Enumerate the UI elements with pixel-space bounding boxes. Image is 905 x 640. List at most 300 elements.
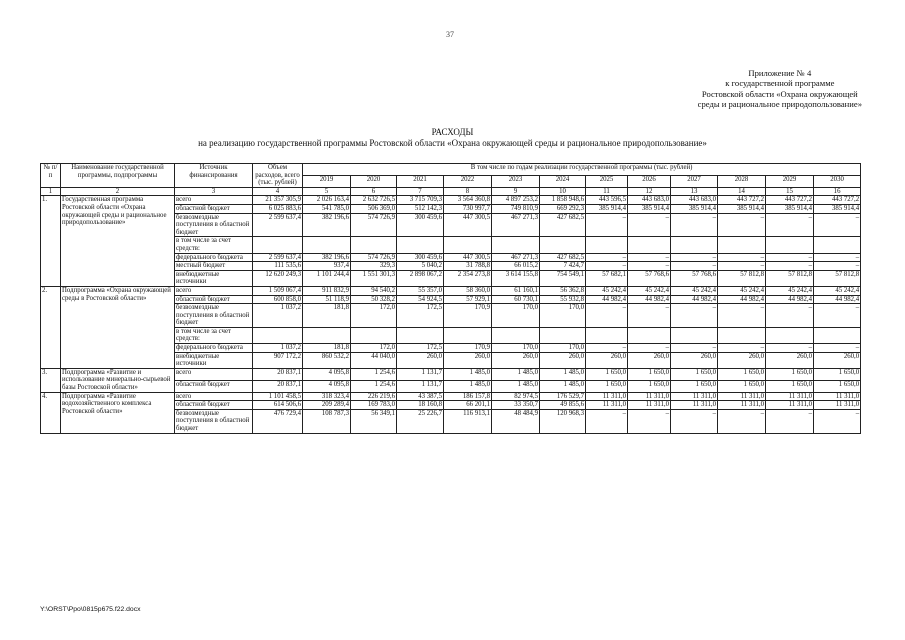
year-value-cell: 108 787,3 (303, 409, 351, 433)
year-value-cell: 260,0 (492, 352, 540, 368)
year-value-cell: – (766, 253, 814, 262)
year-value-cell: 44 982,4 (586, 295, 628, 304)
year-value-cell: 82 974,5 (492, 392, 540, 401)
year-value-cell: 574 726,9 (351, 213, 397, 237)
funding-source: всего (175, 368, 253, 380)
title-heading: РАСХОДЫ (431, 127, 474, 137)
total-value-cell: 1 037,2 (253, 304, 303, 328)
year-value-cell: 937,4 (303, 262, 351, 271)
year-value-cell: 170,0 (540, 344, 586, 353)
year-value-cell: 45 242,4 (586, 286, 628, 295)
year-value-cell: 45 242,4 (671, 286, 718, 295)
row-number: 3. (41, 368, 61, 392)
total-value-cell: 20 837,1 (253, 368, 303, 380)
year-value-cell: 1 131,7 (397, 380, 444, 392)
year-value-cell: 1 650,0 (586, 368, 628, 380)
year-value-cell: 169 783,0 (351, 401, 397, 410)
total-value-cell (253, 327, 303, 343)
year-value-cell: 385 914,4 (718, 204, 766, 213)
year-value-cell: 669 292,3 (540, 204, 586, 213)
year-value-cell (397, 237, 444, 253)
funding-source: всего (175, 286, 253, 295)
year-value-cell: 176 529,7 (540, 392, 586, 401)
year-value-cell: 172,5 (397, 344, 444, 353)
year-value-cell: 467 271,3 (492, 253, 540, 262)
year-value-cell: 11 311,0 (671, 392, 718, 401)
year-value-cell (628, 327, 671, 343)
year-value-cell: 382 196,6 (303, 253, 351, 262)
header-year-2030: 2030 (814, 175, 861, 187)
year-value-cell: 1 485,0 (540, 380, 586, 392)
year-value-cell (540, 237, 586, 253)
header-year-2019: 2019 (303, 175, 351, 187)
year-value-cell: 3 614 155,8 (492, 270, 540, 286)
year-value-cell: 120 968,3 (540, 409, 586, 433)
column-index-cell: 13 (671, 187, 718, 196)
funding-source: безвозмездные поступления в областной бюджет (175, 304, 253, 328)
year-value-cell: 1 485,0 (540, 368, 586, 380)
year-value-cell (303, 327, 351, 343)
year-value-cell: 11 311,0 (718, 401, 766, 410)
header-year-2027: 2027 (671, 175, 718, 187)
year-value-cell: 58 360,0 (444, 286, 492, 295)
total-value-cell: 21 357 305,9 (253, 196, 303, 205)
column-index-cell: 6 (351, 187, 397, 196)
total-value-cell: 907 172,2 (253, 352, 303, 368)
year-value-cell: 11 311,0 (628, 392, 671, 401)
year-value-cell: – (718, 253, 766, 262)
year-value-cell: 574 726,9 (351, 253, 397, 262)
year-value-cell (492, 327, 540, 343)
year-value-cell: 1 101 244,4 (303, 270, 351, 286)
year-value-cell: – (671, 262, 718, 271)
year-value-cell: 170,9 (444, 304, 492, 328)
year-value-cell: – (718, 304, 766, 328)
year-value-cell: 55 932,8 (540, 295, 586, 304)
year-value-cell: 172,0 (351, 344, 397, 353)
document-title (0, 127, 905, 148)
year-value-cell (718, 237, 766, 253)
year-value-cell (814, 327, 861, 343)
year-value-cell: – (586, 344, 628, 353)
column-index-cell: 4 (253, 187, 303, 196)
year-value-cell: 318 323,4 (303, 392, 351, 401)
funding-source: в том числе за счет средств: (175, 237, 253, 253)
year-value-cell: 45 242,4 (766, 286, 814, 295)
appendix-line: среды и рациональное природопользование» (697, 98, 862, 109)
year-value-cell: 45 242,4 (628, 286, 671, 295)
year-value-cell: 11 311,0 (814, 401, 861, 410)
year-value-cell: 116 913,1 (444, 409, 492, 433)
total-value-cell: 2 599 637,4 (253, 213, 303, 237)
year-value-cell: 447 300,5 (444, 253, 492, 262)
year-value-cell: 1 650,0 (671, 380, 718, 392)
year-value-cell: 260,0 (628, 352, 671, 368)
column-index-row (41, 187, 861, 196)
year-value-cell: 172,0 (351, 304, 397, 328)
year-value-cell: 2 354 273,8 (444, 270, 492, 286)
year-value-cell: – (628, 344, 671, 353)
year-value-cell: 44 040,0 (351, 352, 397, 368)
header-year-2029: 2029 (766, 175, 814, 187)
total-value-cell: 20 837,1 (253, 380, 303, 392)
year-value-cell: 44 982,4 (718, 295, 766, 304)
column-index-cell: 16 (814, 187, 861, 196)
year-value-cell: – (718, 213, 766, 237)
year-value-cell: 44 982,4 (628, 295, 671, 304)
year-value-cell: 45 242,4 (814, 286, 861, 295)
year-value-cell: – (814, 409, 861, 433)
program-name: Подпрограмма «Развитие и использование минерально-сырьевой базы Ростовской области» (61, 368, 175, 392)
year-value-cell: 56 362,8 (540, 286, 586, 295)
year-value-cell: 181,8 (303, 304, 351, 328)
header-row (41, 164, 861, 176)
year-value-cell: 911 832,9 (303, 286, 351, 295)
year-value-cell: 11 311,0 (718, 392, 766, 401)
funding-source: всего (175, 196, 253, 205)
column-index-cell: 1 (41, 187, 61, 196)
year-value-cell (766, 327, 814, 343)
year-value-cell (814, 237, 861, 253)
year-value-cell: – (586, 262, 628, 271)
year-value-cell: – (766, 304, 814, 328)
column-index-cell: 15 (766, 187, 814, 196)
year-value-cell: 2 026 163,4 (303, 196, 351, 205)
year-value-cell: 1 650,0 (814, 368, 861, 380)
year-value-cell: 18 160,8 (397, 401, 444, 410)
row-number: 1. (41, 196, 61, 287)
year-value-cell: 1 650,0 (671, 368, 718, 380)
year-value-cell: 1 858 948,6 (540, 196, 586, 205)
year-value-cell: 260,0 (540, 352, 586, 368)
year-value-cell (586, 327, 628, 343)
year-value-cell: 57 929,1 (444, 295, 492, 304)
year-value-cell: – (718, 409, 766, 433)
year-value-cell: 31 788,8 (444, 262, 492, 271)
year-value-cell: 443 727,2 (766, 196, 814, 205)
year-value-cell: – (628, 304, 671, 328)
year-value-cell: 4 095,8 (303, 368, 351, 380)
year-value-cell: 860 532,2 (303, 352, 351, 368)
year-value-cell: 60 730,1 (492, 295, 540, 304)
year-value-cell: – (586, 409, 628, 433)
year-value-cell: 57 768,6 (671, 270, 718, 286)
year-value-cell: 11 311,0 (628, 401, 671, 410)
year-value-cell: 1 650,0 (718, 380, 766, 392)
year-value-cell: 300 459,6 (397, 253, 444, 262)
year-value-cell: 43 387,5 (397, 392, 444, 401)
column-index-cell: 14 (718, 187, 766, 196)
funding-source: в том числе за счет средств: (175, 327, 253, 343)
year-value-cell: 385 914,4 (814, 204, 861, 213)
header-year-2028: 2028 (718, 175, 766, 187)
year-value-cell: 3 564 360,8 (444, 196, 492, 205)
year-value-cell: – (671, 253, 718, 262)
table-row (41, 368, 861, 380)
year-value-cell: 1 254,6 (351, 368, 397, 380)
year-value-cell: 11 311,0 (766, 401, 814, 410)
column-index-cell: 2 (61, 187, 175, 196)
year-value-cell: – (814, 262, 861, 271)
year-value-cell: 1 650,0 (628, 368, 671, 380)
year-value-cell: 4 897 253,2 (492, 196, 540, 205)
year-value-cell: 45 242,4 (718, 286, 766, 295)
table-row (41, 286, 861, 295)
year-value-cell: 11 311,0 (671, 401, 718, 410)
year-value-cell: – (628, 253, 671, 262)
table-row (41, 392, 861, 401)
year-value-cell: 260,0 (444, 352, 492, 368)
year-value-cell: 512 142,3 (397, 204, 444, 213)
appendix-line: к государственной программе (725, 78, 835, 89)
year-value-cell (586, 237, 628, 253)
year-value-cell (397, 327, 444, 343)
year-value-cell: 1 254,6 (351, 380, 397, 392)
total-value-cell: 614 506,6 (253, 401, 303, 410)
year-value-cell: – (671, 409, 718, 433)
appendix-line: Приложение № 4 (748, 68, 812, 78)
year-value-cell: – (628, 213, 671, 237)
total-value-cell (253, 237, 303, 253)
year-value-cell: 57 682,1 (586, 270, 628, 286)
year-value-cell: 1 650,0 (718, 368, 766, 380)
header-year-2023: 2023 (492, 175, 540, 187)
total-value-cell: 1 101 458,5 (253, 392, 303, 401)
year-value-cell: 61 160,1 (492, 286, 540, 295)
page-number: 37 (446, 30, 454, 39)
year-value-cell: – (718, 344, 766, 353)
header-name: Наименование государственной программы, подпрограммы (61, 164, 175, 188)
year-value-cell (671, 237, 718, 253)
year-value-cell: 260,0 (718, 352, 766, 368)
year-value-cell: 50 328,2 (351, 295, 397, 304)
year-value-cell (351, 327, 397, 343)
year-value-cell: 170,0 (492, 344, 540, 353)
year-value-cell: 170,0 (540, 304, 586, 328)
year-value-cell: 56 349,1 (351, 409, 397, 433)
year-value-cell: 427 682,5 (540, 213, 586, 237)
total-value-cell: 111 535,6 (253, 262, 303, 271)
header-year-2022: 2022 (444, 175, 492, 187)
year-value-cell: 1 551 301,3 (351, 270, 397, 286)
year-value-cell: 11 311,0 (814, 392, 861, 401)
total-value-cell: 6 025 883,6 (253, 204, 303, 213)
expenses-table (40, 163, 861, 434)
year-value-cell: 11 311,0 (766, 392, 814, 401)
funding-source: федерального бюджета (175, 344, 253, 353)
year-value-cell: 260,0 (586, 352, 628, 368)
year-value-cell: 260,0 (814, 352, 861, 368)
year-value-cell: 57 768,6 (628, 270, 671, 286)
year-value-cell: 260,0 (397, 352, 444, 368)
table-row (41, 196, 861, 205)
column-index-cell: 5 (303, 187, 351, 196)
total-value-cell: 476 729,4 (253, 409, 303, 433)
year-value-cell: 382 196,6 (303, 213, 351, 237)
year-value-cell: – (671, 213, 718, 237)
year-value-cell: 506 369,0 (351, 204, 397, 213)
year-value-cell (718, 327, 766, 343)
header-total: Объем расходов, всего (тыс. рублей) (253, 164, 303, 188)
year-value-cell: 541 785,0 (303, 204, 351, 213)
year-value-cell: 329,3 (351, 262, 397, 271)
header-source: Источник финансирования (175, 164, 253, 188)
header-year-2020: 2020 (351, 175, 397, 187)
year-value-cell: 33 350,7 (492, 401, 540, 410)
header-year-2024: 2024 (540, 175, 586, 187)
year-value-cell (444, 327, 492, 343)
year-value-cell: 1 650,0 (814, 380, 861, 392)
year-value-cell: 385 914,4 (586, 204, 628, 213)
program-name: Подпрограмма «Развитие водохозяйственного комплекса Ростовской области» (61, 392, 175, 433)
year-value-cell: 260,0 (671, 352, 718, 368)
total-value-cell: 600 858,0 (253, 295, 303, 304)
year-value-cell: 48 484,9 (492, 409, 540, 433)
year-value-cell: 5 040,2 (397, 262, 444, 271)
year-value-cell: – (628, 409, 671, 433)
year-value-cell: 44 982,4 (766, 295, 814, 304)
year-value-cell: 170,9 (444, 344, 492, 353)
funding-source: федерального бюджета (175, 253, 253, 262)
year-value-cell: 385 914,4 (766, 204, 814, 213)
year-value-cell: 1 650,0 (766, 380, 814, 392)
year-value-cell: 749 810,9 (492, 204, 540, 213)
year-value-cell: – (766, 262, 814, 271)
year-value-cell: 186 157,8 (444, 392, 492, 401)
program-name: Подпрограмма «Охрана окружающей среды в Ростовской области» (61, 286, 175, 368)
year-value-cell: 54 924,5 (397, 295, 444, 304)
year-value-cell: 385 914,4 (671, 204, 718, 213)
title-subheading: на реализацию государственной программы Ростовской области «Охрана окружающей среды и рациональное природопользование» (198, 137, 707, 148)
year-value-cell: 754 549,1 (540, 270, 586, 286)
year-value-cell: – (814, 344, 861, 353)
year-value-cell: 1 485,0 (492, 368, 540, 380)
year-value-cell: 1 650,0 (586, 380, 628, 392)
year-value-cell: 427 682,5 (540, 253, 586, 262)
row-number: 2. (41, 286, 61, 368)
year-value-cell: 447 300,5 (444, 213, 492, 237)
year-value-cell (766, 237, 814, 253)
year-value-cell (628, 237, 671, 253)
funding-source: местный бюджет (175, 262, 253, 271)
year-value-cell (303, 237, 351, 253)
header-year-2025: 2025 (586, 175, 628, 187)
year-value-cell: 226 219,6 (351, 392, 397, 401)
year-value-cell: 467 271,3 (492, 213, 540, 237)
year-value-cell: 49 855,6 (540, 401, 586, 410)
year-value-cell: – (766, 213, 814, 237)
funding-source: безвозмездные поступления в областной бюджет (175, 409, 253, 433)
year-value-cell (492, 237, 540, 253)
total-value-cell: 1 037,2 (253, 344, 303, 353)
program-name: Государственная программа Ростовской области «Охрана окружающей среды и рациональное природопользование» (61, 196, 175, 287)
year-value-cell: 57 812,8 (766, 270, 814, 286)
header-years-group: В том числе по годам реализации государственной программы (тыс. рублей) (303, 164, 861, 176)
year-value-cell: 66 015,2 (492, 262, 540, 271)
year-value-cell: 443 727,2 (718, 196, 766, 205)
year-value-cell: 1 485,0 (444, 380, 492, 392)
column-index-cell: 10 (540, 187, 586, 196)
year-value-cell: 443 683,0 (671, 196, 718, 205)
year-value-cell: 57 812,8 (718, 270, 766, 286)
year-value-cell: 172,5 (397, 304, 444, 328)
column-index-cell: 7 (397, 187, 444, 196)
year-value-cell: 443 683,0 (628, 196, 671, 205)
column-index-cell: 8 (444, 187, 492, 196)
year-value-cell: – (628, 262, 671, 271)
year-value-cell: – (718, 262, 766, 271)
year-value-cell: – (671, 344, 718, 353)
year-value-cell: – (766, 409, 814, 433)
year-value-cell (540, 327, 586, 343)
year-value-cell: 2 632 726,5 (351, 196, 397, 205)
year-value-cell: 385 914,4 (628, 204, 671, 213)
funding-source: безвозмездные поступления в областной бюджет (175, 213, 253, 237)
year-value-cell: 44 982,4 (671, 295, 718, 304)
total-value-cell: 12 620 249,3 (253, 270, 303, 286)
year-value-cell: 57 812,8 (814, 270, 861, 286)
year-value-cell: – (814, 253, 861, 262)
year-value-cell: 25 226,7 (397, 409, 444, 433)
year-value-cell: 44 982,4 (814, 295, 861, 304)
year-value-cell (351, 237, 397, 253)
header-num: № п/п (41, 164, 61, 188)
year-value-cell: 443 727,2 (814, 196, 861, 205)
year-value-cell: 7 424,7 (540, 262, 586, 271)
funding-source: областной бюджет (175, 295, 253, 304)
year-value-cell: 66 201,1 (444, 401, 492, 410)
appendix-line: Ростовской области «Охрана окружающей (701, 88, 858, 99)
year-value-cell: 443 596,5 (586, 196, 628, 205)
funding-source: внебюджетные источники (175, 270, 253, 286)
year-value-cell: – (671, 304, 718, 328)
year-value-cell: – (586, 304, 628, 328)
year-value-cell: 94 540,2 (351, 286, 397, 295)
appendix-note (698, 68, 862, 109)
year-value-cell: 11 311,0 (586, 401, 628, 410)
year-value-cell: 55 357,0 (397, 286, 444, 295)
file-path-footer: Y:\ORST\Ppo\0815p675.f22.docx (40, 606, 141, 613)
year-value-cell: 3 715 709,3 (397, 196, 444, 205)
year-value-cell: 1 131,7 (397, 368, 444, 380)
year-value-cell: – (814, 304, 861, 328)
year-value-cell: 170,0 (492, 304, 540, 328)
column-index-cell: 9 (492, 187, 540, 196)
year-value-cell: 209 289,4 (303, 401, 351, 410)
header-year-2021: 2021 (397, 175, 444, 187)
column-index-cell: 12 (628, 187, 671, 196)
row-number: 4. (41, 392, 61, 433)
year-value-cell (671, 327, 718, 343)
year-value-cell: 260,0 (766, 352, 814, 368)
year-value-cell: 181,8 (303, 344, 351, 353)
column-index-cell: 11 (586, 187, 628, 196)
total-value-cell: 1 509 067,4 (253, 286, 303, 295)
funding-source: всего (175, 392, 253, 401)
year-value-cell: 2 898 067,2 (397, 270, 444, 286)
year-value-cell: – (586, 213, 628, 237)
year-value-cell: 4 095,8 (303, 380, 351, 392)
year-value-cell: 1 650,0 (628, 380, 671, 392)
year-value-cell: 51 118,9 (303, 295, 351, 304)
year-value-cell: 1 650,0 (766, 368, 814, 380)
year-value-cell: 300 459,6 (397, 213, 444, 237)
year-value-cell: 1 485,0 (492, 380, 540, 392)
funding-source: внебюджетные источники (175, 352, 253, 368)
column-index-cell: 3 (175, 187, 253, 196)
year-value-cell: 11 311,0 (586, 392, 628, 401)
header-year-2026: 2026 (628, 175, 671, 187)
